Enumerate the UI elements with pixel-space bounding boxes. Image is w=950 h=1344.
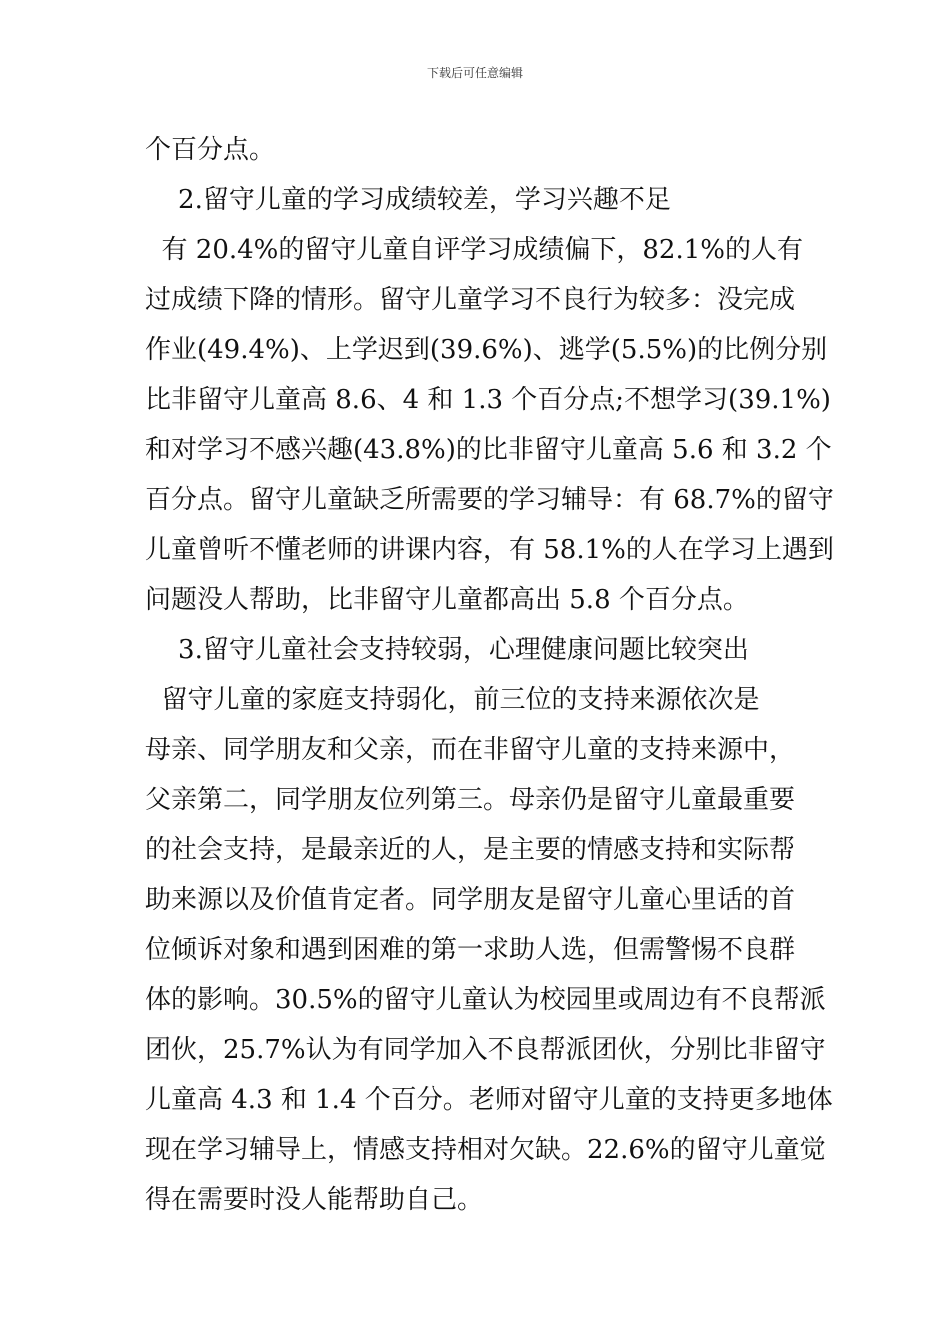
body-text-line: 有 20.4%的留守儿童自评学习成绩偏下，82.1%的人有 xyxy=(145,235,803,265)
body-text-line: 得在需要时没人能帮助自己。 xyxy=(145,1185,484,1215)
body-text-line: 个百分点。 xyxy=(145,135,276,165)
page-header-note: 下载后可任意编辑 xyxy=(426,66,523,80)
body-text-line: 位倾诉对象和遇到困难的第一求助人选，但需警惕不良群 xyxy=(145,935,796,965)
body-text-line: 的社会支持，是最亲近的人，是主要的情感支持和实际帮 xyxy=(145,835,796,865)
body-text-line: 体的影响。30.5%的留守儿童认为校园里或周边有不良帮派 xyxy=(145,985,826,1015)
body-text-line: 助来源以及价值肯定者。同学朋友是留守儿童心里话的首 xyxy=(145,885,796,915)
body-text-line: 作业(49.4%)、上学迟到(39.6%)、逃学(5.5%)的比例分别 xyxy=(145,335,828,365)
body-text-line: 团伙，25.7%认为有同学加入不良帮派团伙，分别比非留守 xyxy=(145,1035,826,1065)
body-text-line: 母亲、同学朋友和父亲，而在非留守儿童的支持来源中， xyxy=(145,735,796,765)
body-text-line: 父亲第二，同学朋友位列第三。母亲仍是留守儿童最重要 xyxy=(145,785,796,815)
body-text-line: 问题没人帮助，比非留守儿童都高出 5.8 个百分点。 xyxy=(145,585,749,615)
body-text-line: 儿童高 4.3 和 1.4 个百分。老师对留守儿童的支持更多地体 xyxy=(145,1085,833,1115)
body-text-line: 和对学习不感兴趣(43.8%)的比非留守儿童高 5.6 和 3.2 个 xyxy=(145,435,832,465)
section-heading: 2.留守儿童的学习成绩较差，学习兴趣不足 xyxy=(145,185,671,215)
body-text-line: 百分点。留守儿童缺乏所需要的学习辅导：有 68.7%的留守 xyxy=(145,485,834,515)
body-text-line: 儿童曾听不懂老师的讲课内容，有 58.1%的人在学习上遇到 xyxy=(145,535,834,565)
body-text-line: 比非留守儿童高 8.6、4 和 1.3 个百分点;不想学习(39.1%) xyxy=(145,385,831,415)
body-text-line: 留守儿童的家庭支持弱化，前三位的支持来源依次是 xyxy=(145,685,760,715)
section-heading: 3.留守儿童社会支持较弱，心理健康问题比较突出 xyxy=(145,635,749,665)
body-text-line: 现在学习辅导上，情感支持相对欠缺。22.6%的留守儿童觉 xyxy=(145,1135,826,1165)
body-text-line: 过成绩下降的情形。留守儿童学习不良行为较多：没完成 xyxy=(145,285,796,315)
